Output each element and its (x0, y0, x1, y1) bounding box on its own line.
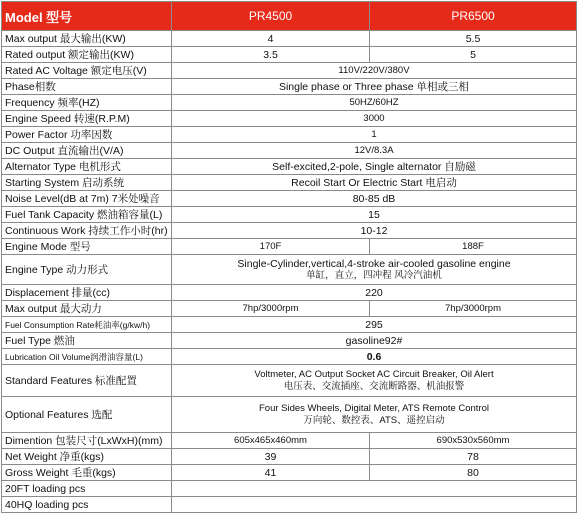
row-value-line-en: Single-Cylinder,vertical,4-stroke air-cooled gasoline engine (237, 257, 511, 270)
row-value-b: 78 (370, 449, 577, 465)
row-label: Standard Features 标准配置 (2, 365, 172, 397)
row-value-b: 188F (370, 239, 577, 255)
row-value: Recoil Start Or Electric Start 电启动 (172, 175, 577, 191)
row-40hq-loading (2, 497, 577, 513)
row-label: Fuel Consumption Rate耗油率(g/kw/h) (2, 317, 172, 333)
row-dimension (2, 433, 577, 449)
row-label: Lubrication Oil Volume润滑油容量(L) (2, 349, 172, 365)
header-model-b: PR6500 (370, 2, 577, 31)
row-value-a: 605x465x460mm (172, 433, 370, 449)
row-gross-weight (2, 465, 577, 481)
row-value: 0.6 (172, 349, 577, 365)
row-value: Single phase or Three phase 单相或三相 (172, 79, 577, 95)
row-label: 20FT loading pcs (2, 481, 172, 497)
header-model-a: PR4500 (172, 2, 370, 31)
row-label: Displacement 排量(cc) (2, 285, 172, 301)
row-label: Engine Type 动力形式 (2, 255, 172, 285)
spec-table (1, 1, 577, 513)
row-value-line-zh: 电压表、交流插座、交流断路器、机油报警 (283, 380, 465, 392)
row-value (172, 255, 577, 285)
row-label: Starting System 启动系统 (2, 175, 172, 191)
row-value-b: 7hp/3000rpm (370, 301, 577, 317)
row-fuel-consumption (2, 317, 577, 333)
row-frequency (2, 95, 577, 111)
row-engine-type (2, 255, 577, 285)
row-label: Optional Features 选配 (2, 397, 172, 433)
row-value-a: 39 (172, 449, 370, 465)
row-value: 12V/8.3A (172, 143, 577, 159)
row-net-weight (2, 449, 577, 465)
row-continuous-work (2, 223, 577, 239)
row-value: 80-85 dB (172, 191, 577, 207)
row-starting-system (2, 175, 577, 191)
row-label: Rated output 额定输出(KW) (2, 47, 172, 63)
row-rated-output (2, 47, 577, 63)
row-value (172, 365, 577, 397)
row-label: Phase相数 (2, 79, 172, 95)
row-label: Max output 最大动力 (2, 301, 172, 317)
row-value (172, 397, 577, 433)
row-value-b: 5.5 (370, 31, 577, 47)
row-phase (2, 79, 577, 95)
row-value-line-en: Voltmeter, AC Output Socket AC Circuit Breaker, Oil Alert (254, 368, 494, 380)
row-label: Engine Speed 转速(R.P.M) (2, 111, 172, 127)
row-fuel-type (2, 333, 577, 349)
row-standard-features (2, 365, 577, 397)
header-row (2, 2, 577, 31)
row-value-line-en: Four Sides Wheels, Digital Meter, ATS Remote Control (258, 402, 490, 414)
row-value: 110V/220V/380V (172, 63, 577, 79)
row-lubrication-oil (2, 349, 577, 365)
row-fuel-tank (2, 207, 577, 223)
row-rated-voltage (2, 63, 577, 79)
row-value-a: 170F (172, 239, 370, 255)
row-value: gasoline92# (172, 333, 577, 349)
row-noise-level (2, 191, 577, 207)
row-value-a: 7hp/3000rpm (172, 301, 370, 317)
row-power-factor (2, 127, 577, 143)
row-value (172, 481, 577, 497)
header-label: Model 型号 (2, 2, 172, 31)
row-value: 10-12 (172, 223, 577, 239)
row-label: Dimention 包装尺寸(LxWxH)(mm) (2, 433, 172, 449)
row-label: Net Weight 净重(kgs) (2, 449, 172, 465)
row-optional-features (2, 397, 577, 433)
row-label: Frequency 频率(HZ) (2, 95, 172, 111)
row-20ft-loading (2, 481, 577, 497)
row-value-b: 5 (370, 47, 577, 63)
row-value: 295 (172, 317, 577, 333)
row-max-output-engine (2, 301, 577, 317)
row-label: Alternator Type 电机形式 (2, 159, 172, 175)
row-value: 50HZ/60HZ (172, 95, 577, 111)
row-displacement (2, 285, 577, 301)
row-value-line-zh: 单缸，直立，四冲程 风冷汽油机 (306, 269, 442, 281)
row-label: Fuel Type 燃油 (2, 333, 172, 349)
row-value: 220 (172, 285, 577, 301)
row-label: Rated AC Voltage 额定电压(V) (2, 63, 172, 79)
row-label: Max output 最大输出(KW) (2, 31, 172, 47)
row-label: 40HQ loading pcs (2, 497, 172, 513)
row-value-a: 4 (172, 31, 370, 47)
row-label: Engine Mode 型号 (2, 239, 172, 255)
row-value: 15 (172, 207, 577, 223)
row-label: DC Output 直流输出(V/A) (2, 143, 172, 159)
row-label: Power Factor 功率因数 (2, 127, 172, 143)
row-engine-mode (2, 239, 577, 255)
row-value-a: 41 (172, 465, 370, 481)
row-value-b: 690x530x560mm (370, 433, 577, 449)
row-alternator-type (2, 159, 577, 175)
row-value: 3000 (172, 111, 577, 127)
row-value-b: 80 (370, 465, 577, 481)
row-dc-output (2, 143, 577, 159)
row-label: Fuel Tank Capacity 燃油箱容量(L) (2, 207, 172, 223)
row-value: 1 (172, 127, 577, 143)
row-label: Noise Level(dB at 7m) 7米处噪音 (2, 191, 172, 207)
row-engine-speed (2, 111, 577, 127)
row-max-output (2, 31, 577, 47)
row-value: Self-excited,2-pole, Single alternator 自励磁 (172, 159, 577, 175)
row-label: Continuous Work 持续工作小时(hr) (2, 223, 172, 239)
row-value-a: 3.5 (172, 47, 370, 63)
row-label: Gross Weight 毛重(kgs) (2, 465, 172, 481)
row-value (172, 497, 577, 513)
row-value-line-zh: 万向轮、数控表、ATS、遥控启动 (303, 414, 445, 426)
